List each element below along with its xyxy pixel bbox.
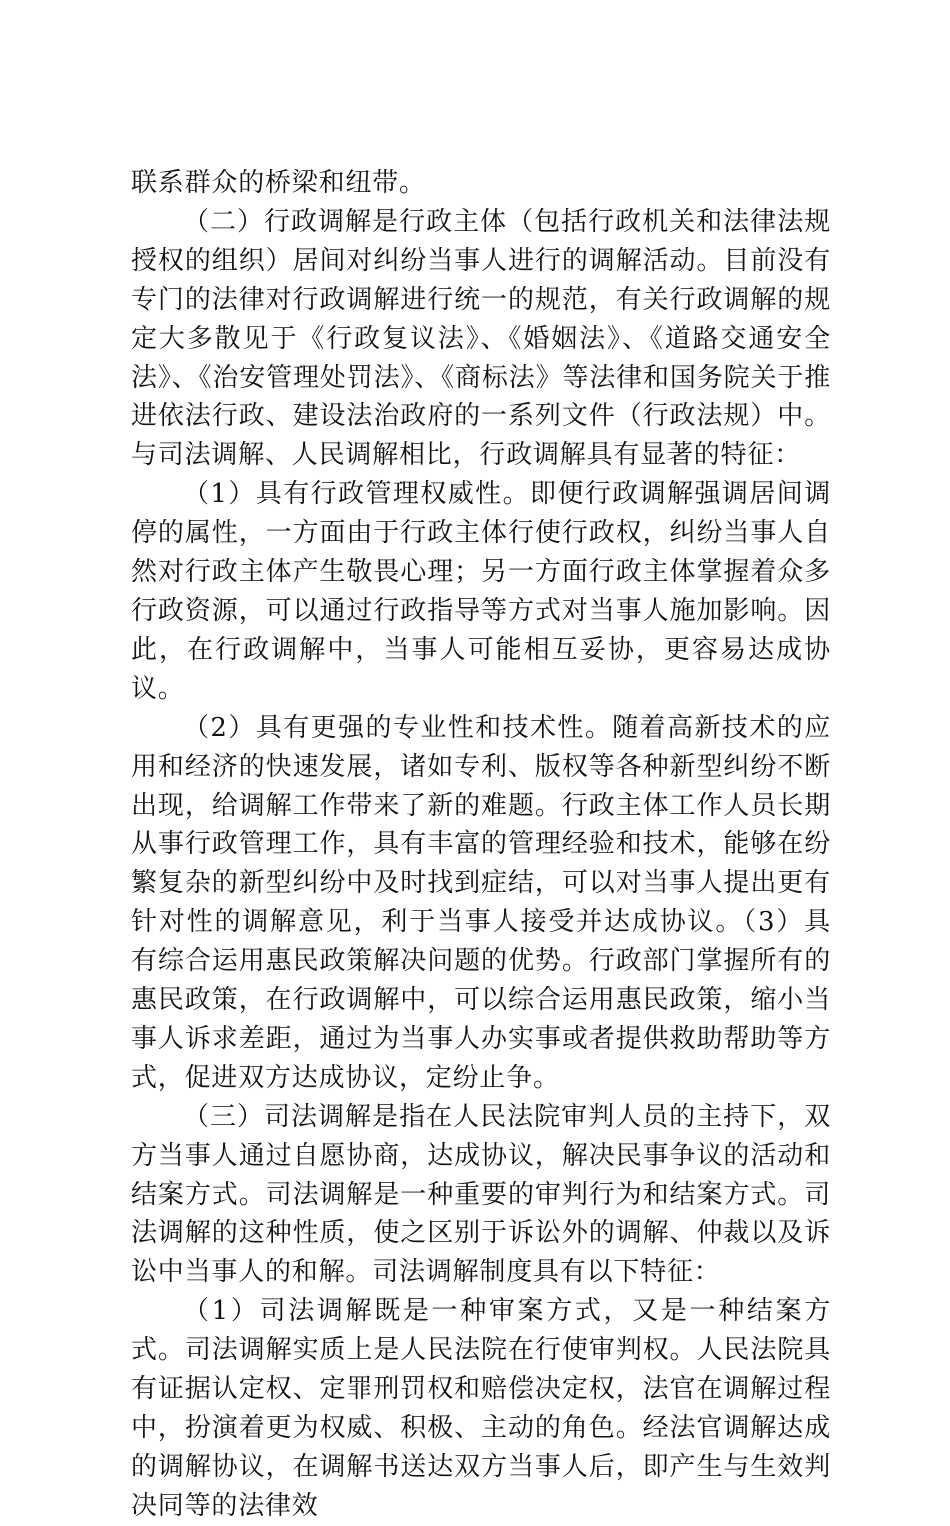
paragraph-continuation: 联系群众的桥梁和纽带。 — [131, 168, 426, 198]
paragraph-administrative-mediation: （二）行政调解是行政主体（包括行政机关和法律法规授权的组织）居间对纠纷当事人进行的调解活动。目前没有专门的法律对行政调解进行统一的规范，有关行政调解的规定大多散见于《行政复议法》、《婚姻法》、《道路交通安全法》、《治安管理处罚法》、《商标法》等法律和国务院关于推进依法行政、建设法治政府的一系列文件（行政法规）中。与司法调解、人民调解相比，行政调解具有显著的特征： — [131, 206, 831, 471]
paragraph-judicial-mediation: （三）司法调解是指在人民法院审判人员的主持下，双方当事人通过自愿协商，达成协议，解决民事争议的活动和结案方式。司法调解是一种重要的审判行为和结案方式。司法调解的这种性质，使之区别于诉讼外的调解、仲裁以及诉讼中当事人的和解。司法调解制度具有以下特征： — [131, 1101, 831, 1288]
paragraph-professional-feature: （2）具有更强的专业性和技术性。随着高新技术的应用和经济的快速发展，诸如专利、版权等各种新型纠纷不断出现，给调解工作带来了新的难题。行政主体工作人员长期从事行政管理工作，具有丰富的管理经验和技术，能够在纷繁复杂的新型纠纷中及时找到症结，可以对当事人提出更有针对性的调解意见，利于当事人接受并达成协议。（3）具有综合运用惠民政策解决问题的优势。行政部门掌握所有的惠民政策，在行政调解中，可以综合运用惠民政策，缩小当事人诉求差距，通过为当事人办实事或者提供救助帮助等方式，促进双方达成协议，定纷止争。 — [131, 712, 831, 1093]
document-body — [131, 164, 831, 1526]
paragraph-judicial-feature-1: （1）司法调解既是一种审案方式，又是一种结案方式。司法调解实质上是人民法院在行使审判权。人民法院具有证据认定权、定罪刑罚权和赔偿决定权，法官在调解过程中，扮演着更为权威、积极、主动的角色。经法官调解达成的调解协议，在调解书送达双方当事人后，即产生与生效判决同等的法律效 — [131, 1296, 831, 1521]
paragraph-authority-feature: （1）具有行政管理权威性。即便行政调解强调居间调停的属性，一方面由于行政主体行使行政权，纠纷当事人自然对行政主体产生敬畏心理；另一方面行政主体掌握着众多行政资源，可以通过行政指导等方式对当事人施加影响。因此，在行政调解中，当事人可能相互妥协，更容易达成协议。 — [131, 479, 831, 704]
